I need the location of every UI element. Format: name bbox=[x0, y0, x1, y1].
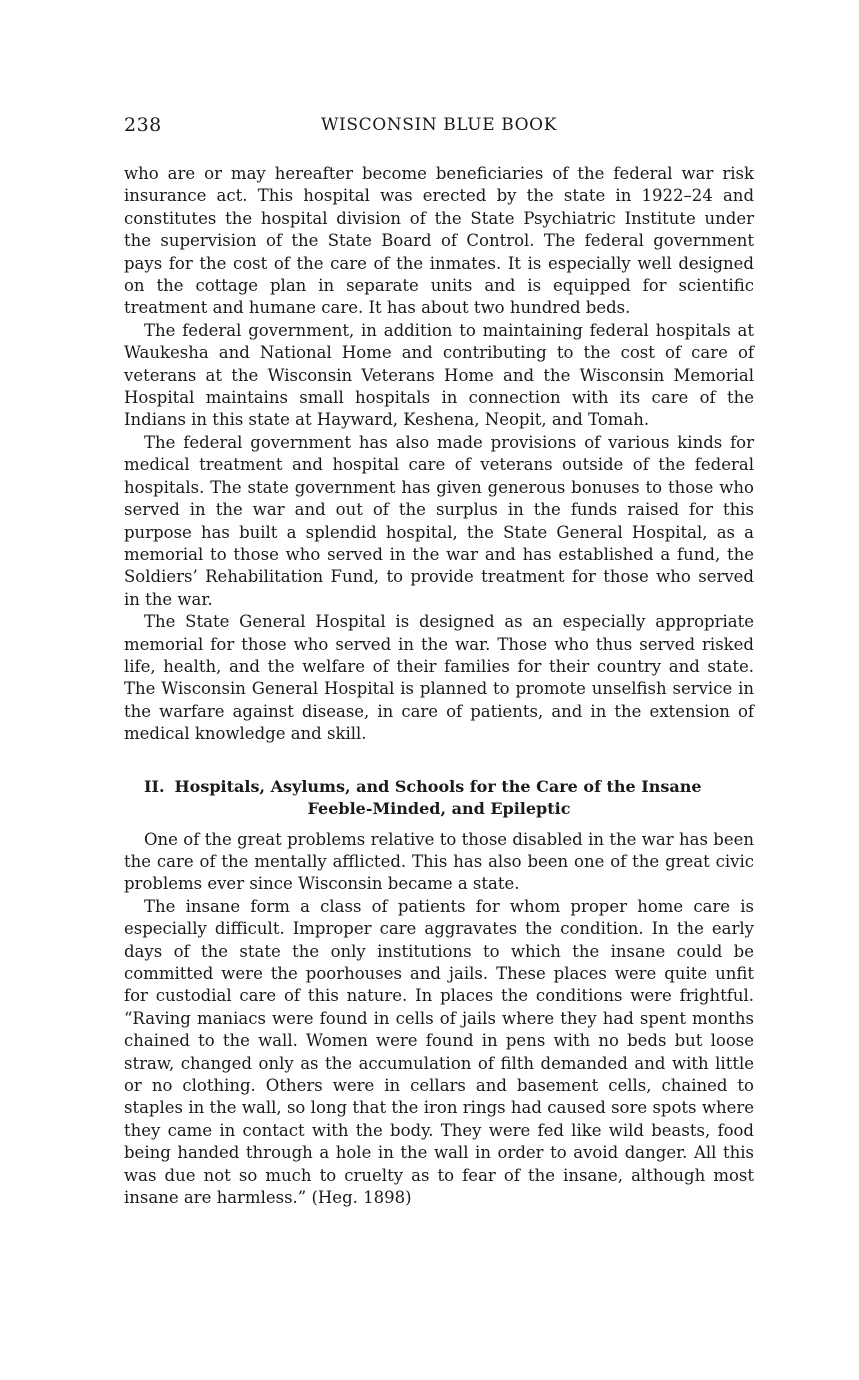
section-title-line1: Hospitals, Asylums, and Schools for the Care of the Insane bbox=[174, 776, 702, 796]
running-title: WISCONSIN BLUE BOOK bbox=[320, 115, 558, 135]
section-numeral: II. bbox=[144, 776, 165, 796]
paragraph-mentally-afflicted: One of the great problems relative to those disabled in the war has been the care of the mentally afflicted. This has also been one of the great civic problems ever since Wisconsin became a state. bbox=[124, 829, 754, 894]
page-header bbox=[124, 114, 754, 144]
section-heading-line1 bbox=[124, 776, 754, 798]
page-body bbox=[124, 163, 754, 1209]
paragraph-federal-provisions: The federal government has also made provisions of various kinds for medical treatment and hospital care of veterans outside of the federal hospitals. The state government has given generous bonuses to those who served in the war and out of the surplus in the funds raised for this purpose has built a splendid hospital, the State General Hospital, as a memorial to those who served in the war and has established a fund, the Soldiers’ Rehabilitation Fund, to provide treatment for those who served in the war. bbox=[124, 432, 754, 609]
section-title-line2: Feeble-Minded, and Epileptic bbox=[307, 798, 571, 818]
page-number: 238 bbox=[124, 114, 162, 136]
paragraph-insane-care: The insane form a class of patients for whom proper home care is especially difficult. Improper care aggravates the condition. In the early days of the state the only institutions to which the insane could be committed were the poorhouses and jails. These places were quite unfit for custodial care of this nature. In places the conditions were frightful. “Raving maniacs were found in cells of jails where they had spent months chained to the wall. Women were found in pens with no beds but loose straw, changed only as the accumulation of filth demanded and with little or no clothing. Others were in cellars and basement cells, chained to staples in the wall, so long that the iron rings had caused sore spots where they came in contact with the body. They were fed like wild beasts, food being handed through a hole in the wall in order to avoid danger. All this was due not so much to cruelty as to fear of the insane, although most insane are harmless.” (Heg. 1898) bbox=[124, 896, 754, 1208]
paragraph-federal-hospitals: The federal government, in addition to maintaining federal hospitals at Waukesha and National Home and contributing to the cost of care of veterans at the Wisconsin Veterans Home and the Wisconsin Memorial Hospital maintains small hospitals in connection with its care of the Indians in this state at Hayward, Keshena, Neopit, and Tomah. bbox=[124, 320, 754, 430]
paragraph-continued: who are or may hereafter become beneficiaries of the federal war risk insurance act. This hospital was erected by the state in 1922–24 and constitutes the hospital division of the State Psychiatric Institute under the supervision of the State Board of Control. The federal government pays for the cost of the care of the inmates. It is especially well designed on the cottage plan in separate units and is equipped for scientific treatment and humane care. It has about two hundred beds. bbox=[124, 164, 754, 318]
paragraph-state-general-hospital: The State General Hospital is designed as an especially appropriate memorial for those who served in the war. Those who thus served risked life, health, and the welfare of their families for their country and state. The Wisconsin General Hospital is planned to promote unselfish service in the warfare against disease, in care of patients, and in the extension of medical knowledge and skill. bbox=[124, 612, 754, 744]
section-heading bbox=[124, 776, 754, 820]
